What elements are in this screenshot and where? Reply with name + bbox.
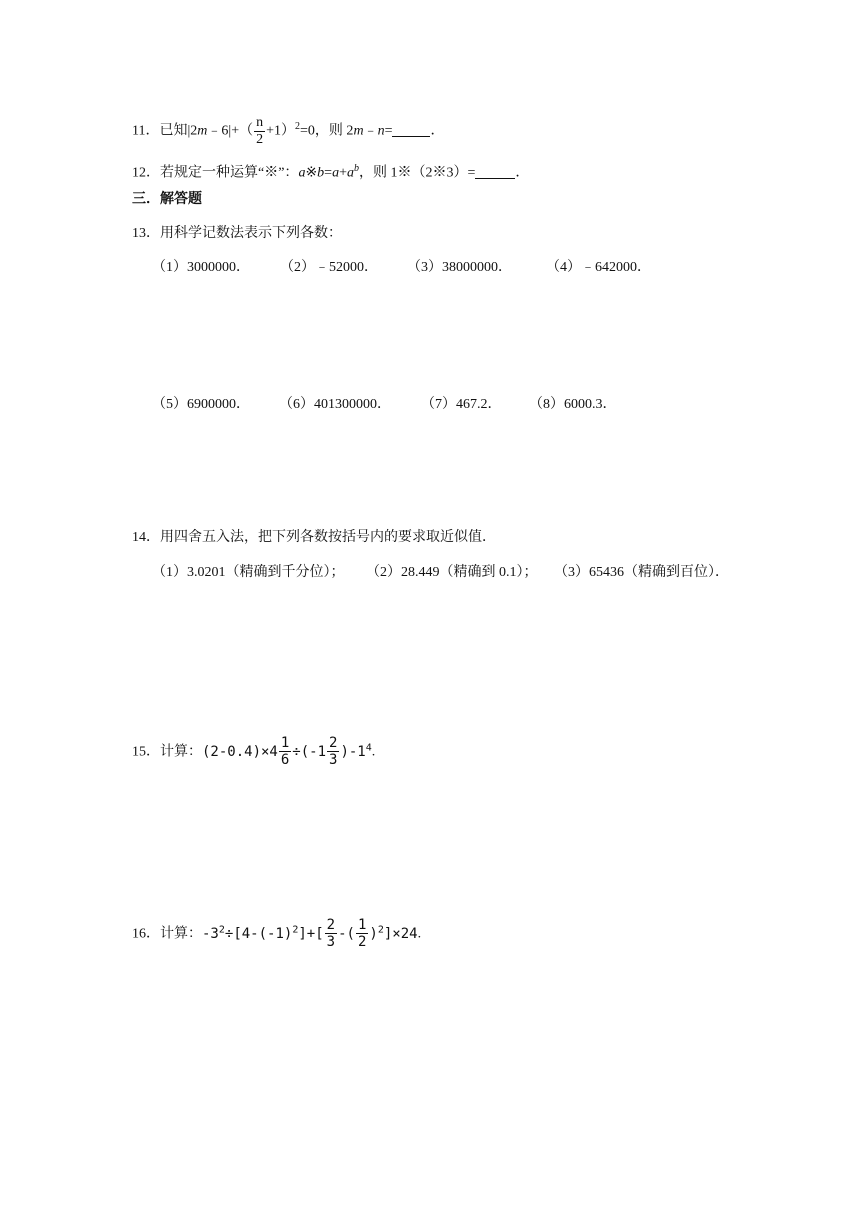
fraction-2-3: $\frac{2}{3}$	[329, 735, 338, 769]
question-13: 13．用科学记数法表示下列各数：	[132, 226, 342, 241]
question-15: 15．计算：(2-0.4)×4 $\frac{1}{6}$ ÷(-1 $\frac{2}{3}$ )$-1^4$.	[132, 735, 376, 769]
section-heading: 三．解答题	[132, 192, 202, 207]
question-11: 11．已知|2m﹣6|+（ $\frac{n}{2}$ +1）$^2$=0，则 2m﹣n= ．	[132, 115, 445, 147]
q13-item: （1）3000000．	[152, 260, 250, 275]
fraction-n-over-2: $\frac{n}{2}$	[256, 115, 264, 147]
q13-item: （5）6900000．	[152, 397, 250, 412]
question-number: 16．	[132, 926, 160, 942]
q14-item: （2）28.449（精确到 0.1）；	[366, 565, 538, 580]
q13-row-1	[152, 258, 651, 278]
fraction-1-2: $\frac{1}{2}$	[357, 917, 367, 951]
q13-item: （3）38000000．	[407, 260, 512, 275]
question-12: 12．若规定一种运算“※”：$a※b=a+a^b$，则 1※（2※3）= ．	[132, 163, 530, 181]
question-number: 11．	[132, 123, 160, 139]
q13-row-2	[152, 395, 617, 415]
question-number: 14．	[132, 530, 160, 545]
question-16: 16．计算：$-3^2\div[4-(-1)^2]+$[ $\frac{2}{3}$ -( $\frac{1}{2}$ )$^2$]×24.	[132, 917, 422, 951]
q13-item: （4）﹣642000．	[546, 260, 651, 275]
formula: $-3^2\div[4-(-1)^2]+$[ $\frac{2}{3}$ -( $\frac{1}{2}$ )$^2$]×24	[202, 917, 418, 951]
formula: (2-0.4)×4 $\frac{1}{6}$ ÷(-1 $\frac{2}{3}$ )$-1^4$	[202, 735, 372, 769]
fraction-2-3: $\frac{2}{3}$	[326, 917, 336, 951]
q13-item: （6）401300000．	[279, 397, 391, 412]
answer-blank[interactable]	[392, 122, 430, 137]
question-number: 15．	[132, 744, 160, 760]
q13-item: （2）﹣52000．	[280, 260, 378, 275]
answer-blank[interactable]	[475, 164, 515, 179]
q14-item: （3）65436（精确到百位）．	[554, 565, 729, 580]
fraction-1-6: $\frac{1}{6}$	[280, 735, 290, 769]
question-14: 14．用四舍五入法，把下列各数按括号内的要求取近似值．	[132, 530, 496, 545]
question-number: 12．	[132, 165, 160, 181]
q14-item: （1）3.0201（精确到千分位）；	[152, 565, 345, 580]
q13-item: （8）6000.3．	[529, 397, 617, 412]
q14-items	[152, 563, 729, 583]
q13-item: （7）467.2．	[421, 397, 502, 412]
question-number: 13．	[132, 226, 160, 241]
